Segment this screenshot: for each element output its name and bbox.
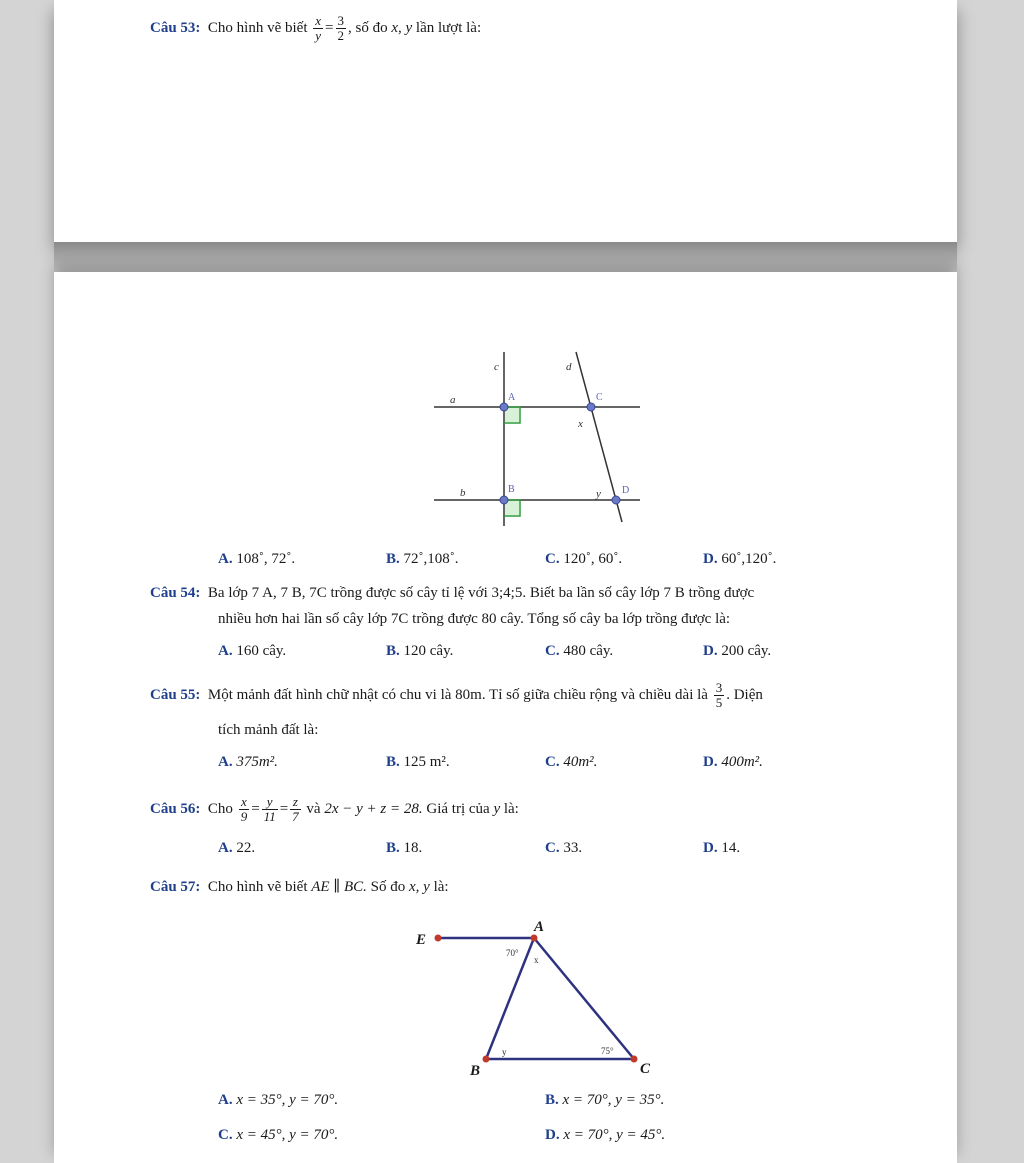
question-number: Câu 57: xyxy=(150,879,201,895)
figure-parallel-lines xyxy=(430,340,650,530)
fraction-3-over-5: $\frac{3}{5}$ xyxy=(715,680,723,710)
point-B xyxy=(500,496,508,504)
parallel-relation: AE ∥ BC. xyxy=(311,879,367,895)
option-54-c[interactable]: C. 480 cây. xyxy=(545,643,614,659)
point-D xyxy=(612,496,620,504)
variables: x, y xyxy=(391,19,413,36)
question-55-line2: tích mảnh đất là: xyxy=(218,722,319,738)
question-text-line1: Một mảnh đất hình chữ nhật có chu vi là 80m. Tỉ số giữa chiều rộng và chiều dài là xyxy=(207,686,708,703)
question-text-end: lần lượt là: xyxy=(415,19,482,36)
option-57-b[interactable]: B. x = 70°, y = 35°. xyxy=(545,1092,665,1108)
label-x: x xyxy=(534,955,539,965)
option-57-d[interactable]: D. x = 70°, y = 45°. xyxy=(545,1127,666,1143)
question-text-end: là: xyxy=(433,879,449,895)
question-number: Câu 56: xyxy=(150,800,201,817)
option-53-c[interactable]: C. 120˚, 60˚. xyxy=(545,551,623,567)
fraction-z-over-7: $\frac{z}{7}$ xyxy=(292,794,299,824)
option-53-d[interactable]: D. 60˚,120˚. xyxy=(703,551,777,567)
option-55-b[interactable]: B. 125 m². xyxy=(386,754,450,770)
question-text: Cho hình vẽ biết xyxy=(207,879,308,895)
equals-sign: = xyxy=(325,19,334,36)
question-number: Câu 55: xyxy=(150,686,201,703)
fraction-3-over-2: $\frac{3}{2}$ xyxy=(337,13,344,43)
option-55-c[interactable]: C. 40m². xyxy=(545,754,598,770)
label-D: D xyxy=(622,485,630,496)
fraction-y-over-11: $\frac{y}{11}$ xyxy=(263,794,276,824)
option-56-a[interactable]: A. 22. xyxy=(218,840,256,856)
equation: 2x − y + z = 28. xyxy=(324,800,423,817)
fraction-x-over-9: $\frac{x}{9}$ xyxy=(240,794,248,824)
label-angle-A: 70° xyxy=(506,948,519,958)
option-57-c[interactable]: C. x = 45°, y = 70°. xyxy=(218,1127,339,1143)
option-55-a[interactable]: A. 375m². xyxy=(218,754,278,770)
question-number: Câu 54: xyxy=(150,585,201,601)
option-55-d[interactable]: D. 400m². xyxy=(703,754,763,770)
question-text-cont: Số đo xyxy=(370,879,406,895)
option-56-c[interactable]: C. 33. xyxy=(545,840,583,856)
option-56-d[interactable]: D. 14. xyxy=(703,840,741,856)
question-text-line1: Ba lớp 7 A, 7 B, 7C trồng được số cây tỉ lệ với 3;4;5. Biết ba lần số cây lớp 7 B trồng được xyxy=(207,585,755,601)
conjunction: và xyxy=(306,800,321,817)
label-A: A xyxy=(508,392,516,403)
page-separator xyxy=(54,242,957,272)
question-text-end: là: xyxy=(503,800,519,817)
variables: x, y xyxy=(409,879,430,895)
label-y: y xyxy=(596,488,601,500)
point-E xyxy=(435,935,442,942)
label-b: b xyxy=(460,487,466,499)
label-E: E xyxy=(416,932,427,948)
equals-sign: = xyxy=(251,800,260,817)
option-54-b[interactable]: B. 120 cây. xyxy=(386,643,454,659)
label-x: x xyxy=(578,418,583,430)
figure-triangle xyxy=(410,915,660,1080)
question-text-cont: , số đo xyxy=(348,19,388,36)
label-B: B xyxy=(508,484,515,495)
point-C xyxy=(587,403,595,411)
option-53-a[interactable]: A. 108˚, 72˚. xyxy=(218,551,296,567)
question-text-cont: . Diện xyxy=(726,686,763,703)
option-56-b[interactable]: B. 18. xyxy=(386,840,423,856)
label-d: d xyxy=(566,361,572,373)
label-C: C xyxy=(596,392,603,403)
label-B: B xyxy=(470,1063,481,1079)
label-A: A xyxy=(534,919,545,935)
option-57-a[interactable]: A. x = 35°, y = 70°. xyxy=(218,1092,339,1108)
question-number: Câu 53: xyxy=(150,19,201,36)
label-C: C xyxy=(640,1061,651,1077)
question-55 xyxy=(150,681,763,710)
point-C xyxy=(631,1056,638,1063)
variable-y: y xyxy=(493,800,501,817)
question-text-cont: Giá trị của xyxy=(426,800,490,817)
label-c: c xyxy=(494,361,499,373)
option-54-d[interactable]: D. 200 cây. xyxy=(703,643,772,659)
label-y: y xyxy=(502,1047,507,1057)
question-54 xyxy=(150,583,754,603)
question-56 xyxy=(150,795,519,824)
label-a: a xyxy=(450,394,456,406)
label-angle-C: 75° xyxy=(601,1046,614,1056)
question-57 xyxy=(150,877,449,897)
segment-AC xyxy=(534,938,634,1059)
option-54-a[interactable]: A. 160 cây. xyxy=(218,643,287,659)
equals-sign: = xyxy=(279,800,289,817)
point-B xyxy=(483,1056,490,1063)
question-text: Cho xyxy=(207,800,233,817)
point-A xyxy=(531,935,538,942)
fraction-x-over-y: $\frac{x}{y}$ xyxy=(315,13,322,43)
point-A xyxy=(500,403,508,411)
question-53 xyxy=(150,14,481,43)
question-text: Cho hình vẽ biết xyxy=(207,19,308,36)
option-53-b[interactable]: B. 72˚,108˚. xyxy=(386,551,459,567)
question-54-line2: nhiều hơn hai lần số cây lớp 7C trồng được 80 cây. Tổng số cây ba lớp trồng được là: xyxy=(218,611,731,627)
